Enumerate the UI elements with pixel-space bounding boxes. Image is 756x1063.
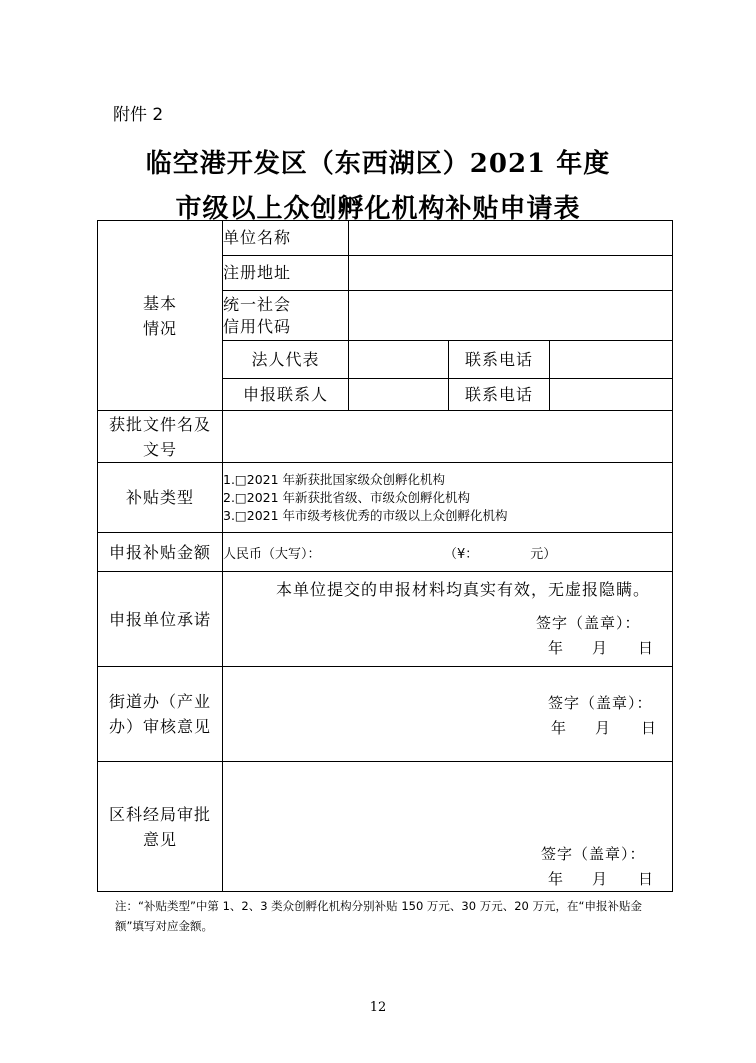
approval-doc-label: 获批文件名及 文号 (98, 411, 223, 463)
footnote: 注：“补贴类型”中第 1、2、3 类众创孵化机构分别补贴 150 万元、30 万元、20 万元，在“申报补贴金额”填写对应金额。 (115, 899, 642, 933)
unit-name-label: 单位名称 (223, 221, 349, 256)
bureau-review-label: 区科经局审批 意见 (98, 762, 223, 892)
street-review-label: 街道办（产业 办）审核意见 (98, 667, 223, 762)
bureau-review-cell[interactable] (223, 762, 673, 892)
subsidy-option-3[interactable]: 3.□2021 年市级考核优秀的市级以上众创孵化机构 (223, 507, 508, 523)
commitment-label: 申报单位承诺 (98, 572, 223, 667)
amount-field[interactable]: 人民币（大写）： （¥： 元） (223, 533, 673, 572)
street-review-cell[interactable] (223, 667, 673, 762)
street-review-signature[interactable]: 签字（盖章）： (548, 694, 653, 712)
approval-doc-field[interactable] (223, 411, 673, 463)
credit-code-field[interactable] (349, 291, 673, 341)
applicant-contact-field[interactable] (349, 379, 449, 411)
legal-rep-field[interactable] (349, 341, 449, 379)
subsidy-type-label: 补贴类型 (98, 463, 223, 533)
application-form-table (97, 220, 673, 892)
phone1-field[interactable] (550, 341, 673, 379)
commitment-text: 本单位提交的申报材料均真实有效，无虚报隐瞒。 (276, 579, 651, 599)
reg-address-label: 注册地址 (223, 256, 349, 291)
bureau-review-signature[interactable]: 签字（盖章）： (541, 845, 646, 863)
commitment-date[interactable]: 年 月 日 (548, 638, 654, 657)
legal-rep-label: 法人代表 (223, 341, 349, 379)
street-review-date[interactable]: 年 月 日 (551, 719, 657, 737)
phone2-label: 联系电话 (449, 379, 550, 411)
bureau-review-date[interactable]: 年 月 日 (548, 870, 654, 888)
amount-label: 申报补贴金额 (98, 533, 223, 572)
form-title-line2: 市级以上众创孵化机构补贴申请表 (175, 194, 581, 224)
commitment-cell (223, 572, 673, 667)
subsidy-type-options (223, 463, 673, 533)
subsidy-option-1[interactable]: 1.□2021 年新获批国家级众创孵化机构 (223, 471, 446, 487)
unit-name-field[interactable] (349, 221, 673, 256)
phone1-label: 联系电话 (449, 341, 550, 379)
basic-info-label: 基本 情况 (98, 221, 223, 411)
page-number: 12 (369, 1000, 387, 1015)
attachment-label: 附件 2 (113, 105, 164, 125)
applicant-contact-label: 申报联系人 (223, 379, 349, 411)
commitment-signature[interactable]: 签字（盖章）： (536, 613, 641, 632)
credit-code-label: 统一社会 信用代码 (223, 291, 349, 341)
reg-address-field[interactable] (349, 256, 673, 291)
subsidy-option-2[interactable]: 2.□2021 年新获批省级、市级众创孵化机构 (223, 489, 471, 505)
form-title-line1: 临空港开发区（东西湖区）2021 年度 (145, 149, 611, 179)
phone2-field[interactable] (550, 379, 673, 411)
